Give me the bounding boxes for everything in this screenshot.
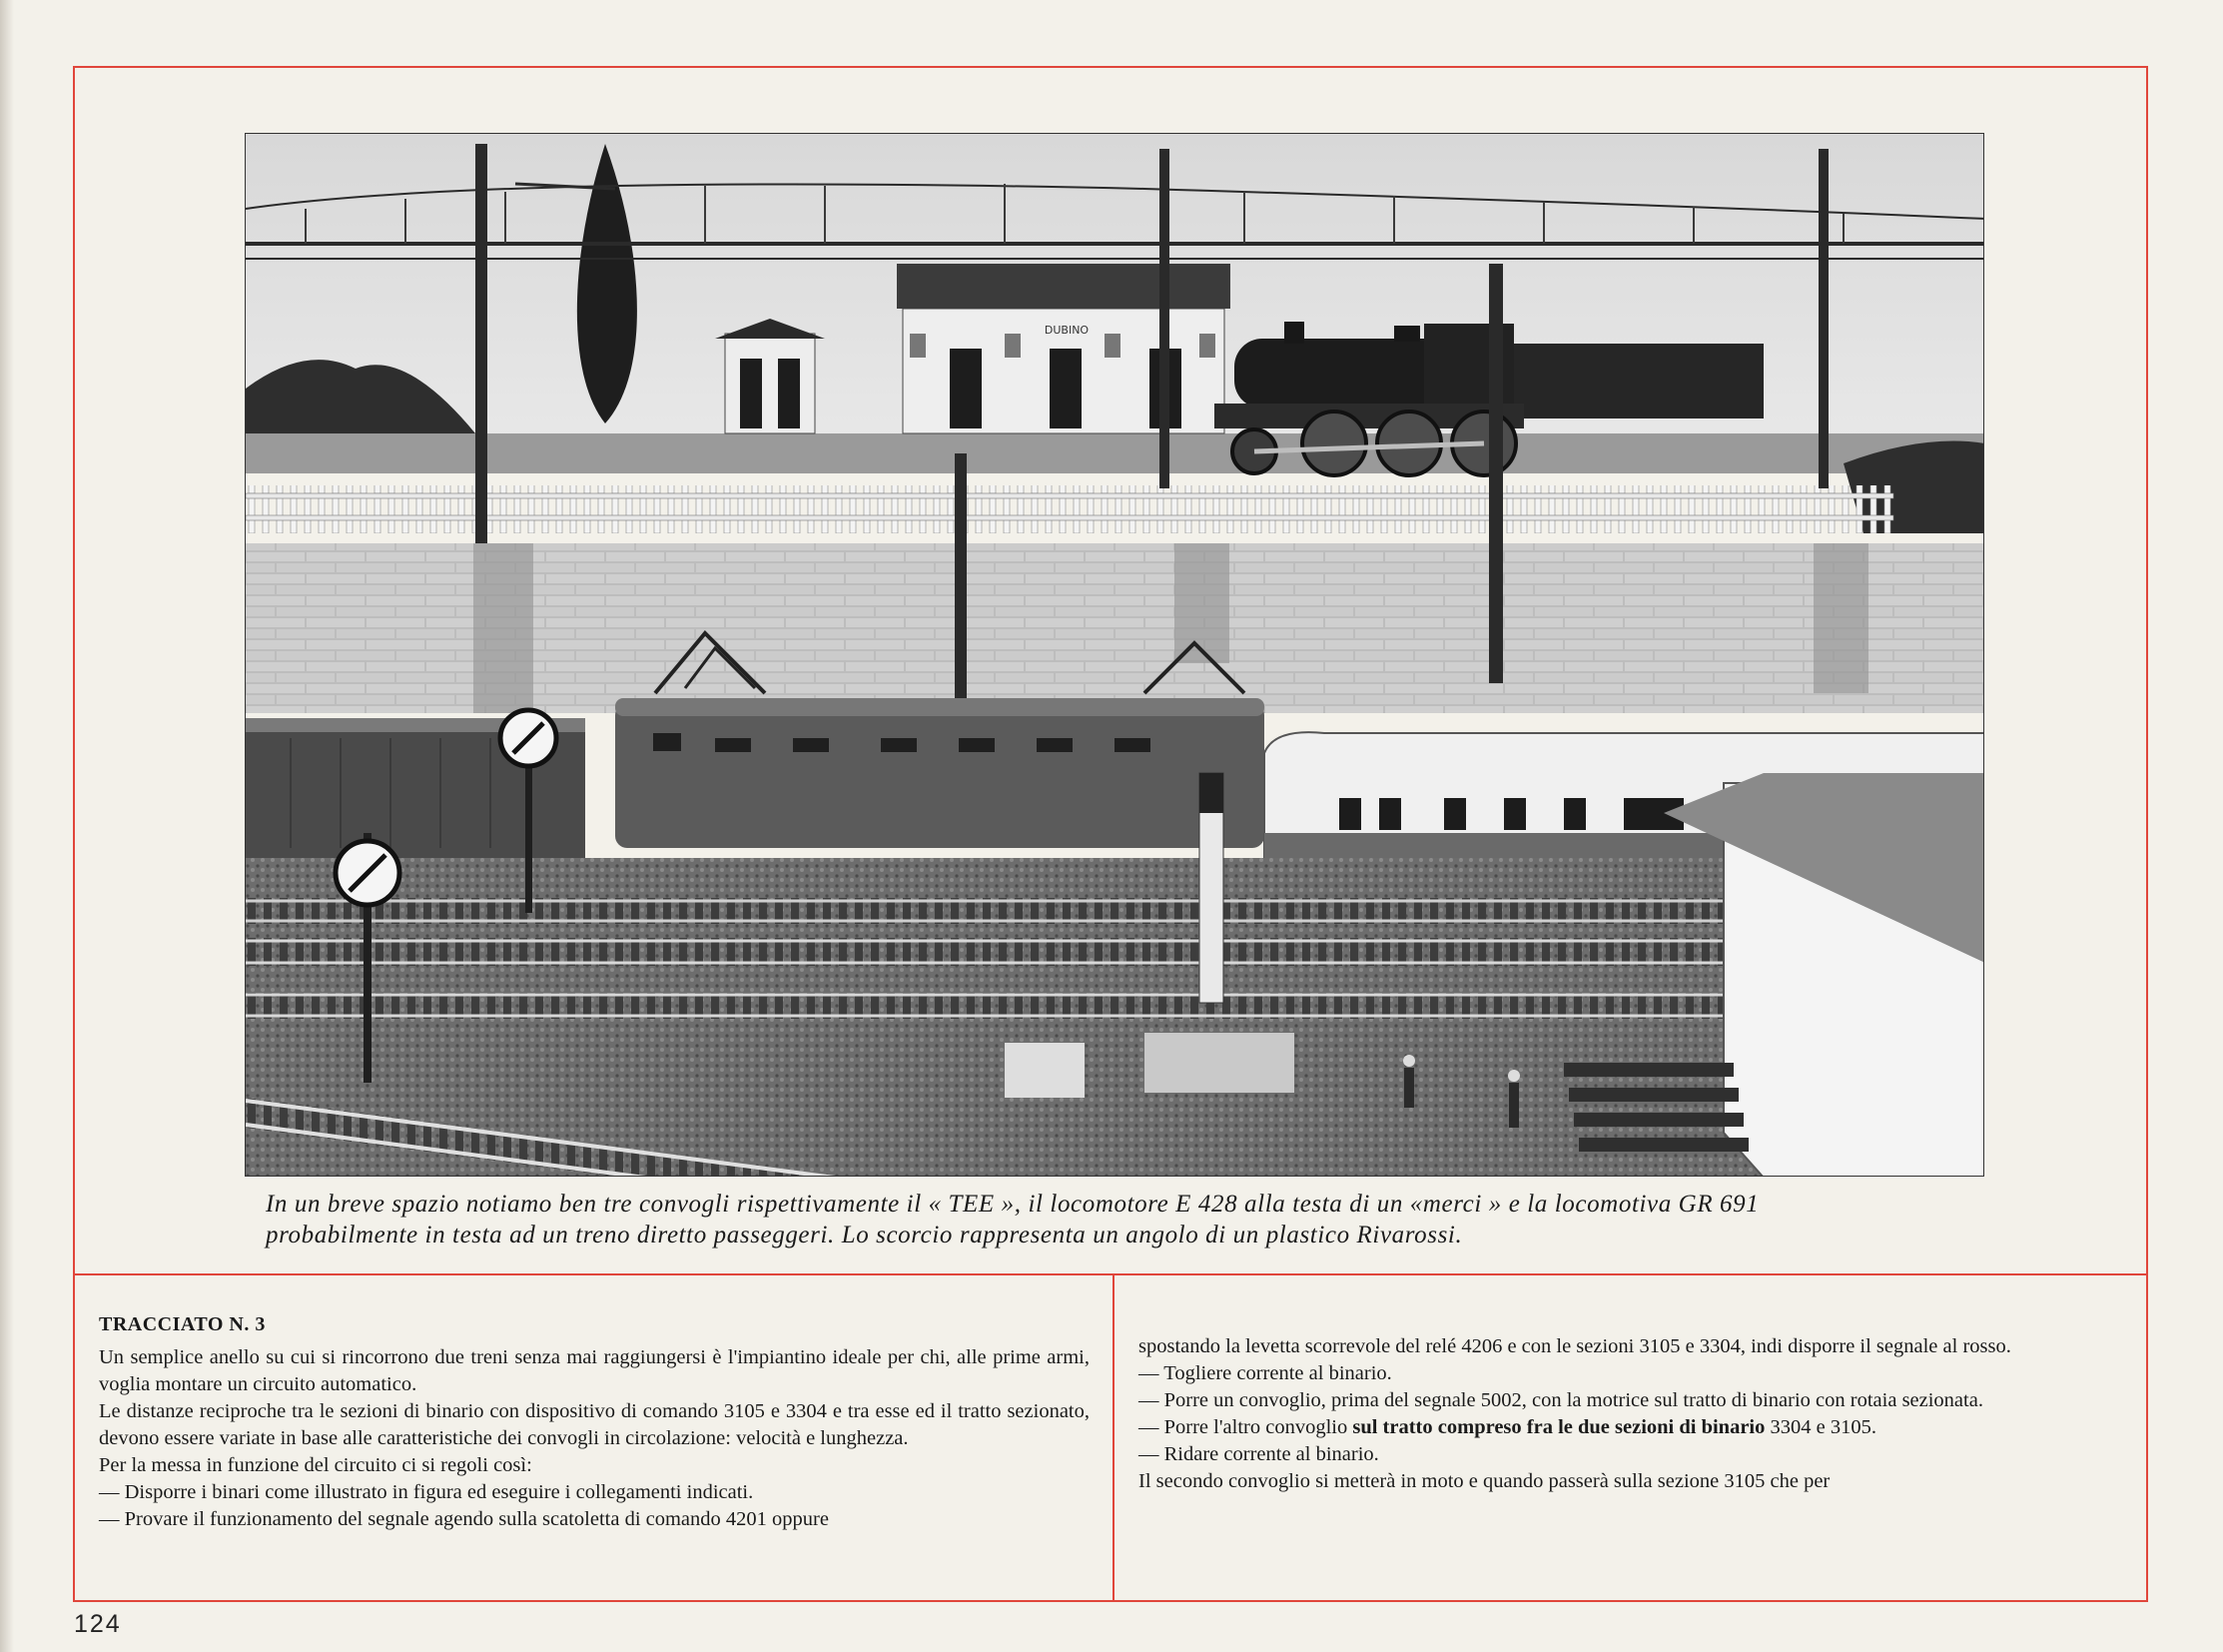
step-test-signal: — Provare il funzionamento del segnale agendo sulla scatoletta di comando 4201 oppure [99, 1508, 829, 1530]
paragraph-distances: Le distanze reciproche tra le sezioni di binario con dispositivo di comando 3105 e 3304 e tra esse ed il tratto sezionato, devono essere variate in base alle caratteristiche dei convogli in circolazione: velocità e lunghezza. [99, 1400, 1090, 1449]
step-text-suffix: 3304 e 3105. [1765, 1416, 1876, 1438]
photo-caption [266, 1189, 1983, 1250]
step-text-prefix: — Porre l'altro convoglio [1138, 1416, 1353, 1438]
step-cut-power: — Togliere corrente al binario. [1138, 1362, 1392, 1384]
paragraph-continued: spostando la levetta scorrevole del relé 4206 e con le sezioni 3105 e 3304, indi disporre il segnale al rosso. [1138, 1335, 2011, 1357]
step-restore-power: — Ridare corrente al binario. [1138, 1443, 1379, 1465]
right-text-column [1138, 1333, 2130, 1495]
caption-line-1: In un breve spazio notiamo ben tre convogli rispettivamente il « TEE », il locomotore E 428 alla testa di un «merci » e la locomotiva GR 691 [266, 1191, 1760, 1218]
page-number: 124 [74, 1610, 122, 1638]
step-arrange-tracks: — Disporre i binari come illustrato in figura ed eseguire i collegamenti indicati. [99, 1481, 754, 1503]
paragraph-second-train: Il secondo convoglio si metterà in moto e quando passerà sulla sezione 3105 che per [1138, 1470, 1831, 1492]
step-place-first-train: — Porre un convoglio, prima del segnale 5002, con la motrice sul tratto di binario con rotaia sezionata. [1138, 1389, 1983, 1411]
horizontal-divider [73, 1273, 2148, 1275]
page-gutter-shadow [0, 0, 14, 1652]
station-sign: DUBINO [1044, 324, 1090, 337]
model-railway-photo [245, 133, 1984, 1177]
left-text-column [99, 1311, 1090, 1533]
paragraph-instructions: Per la messa in funzione del circuito ci si regoli così: [99, 1454, 532, 1476]
step-place-second-train [1138, 1414, 2130, 1441]
section-heading: TRACCIATO N. 3 [99, 1313, 266, 1335]
step-text-bold: sul tratto compreso fra le due sezioni di binario [1352, 1416, 1766, 1438]
paragraph-intro: Un semplice anello su cui si rincorrono due treni senza mai raggiungersi è l'impiantino ideale per chi, alle prime armi, voglia montare un circuito automatico. [99, 1346, 1090, 1395]
caption-line-2: probabilmente in testa ad un treno diretto passeggeri. Lo scorcio rappresenta un angolo di un plastico Rivarossi. [266, 1222, 1463, 1248]
column-divider [1112, 1275, 1114, 1602]
